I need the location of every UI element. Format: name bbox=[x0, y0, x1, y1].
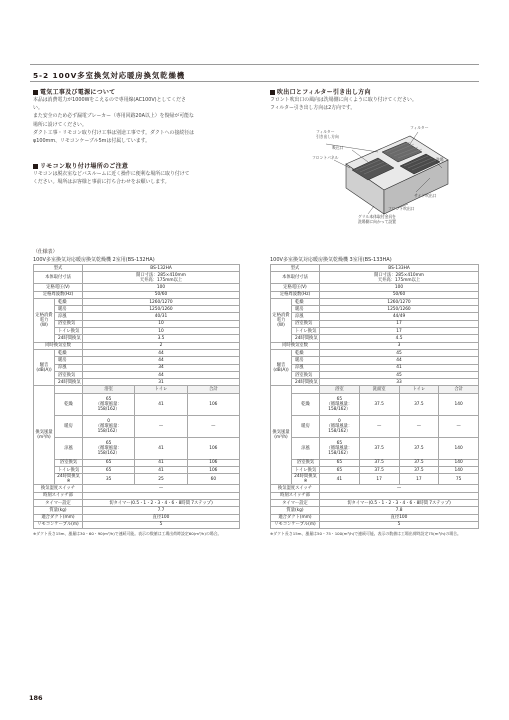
table-cell: — bbox=[83, 485, 240, 492]
row-label: リモコンケーブル(m) bbox=[34, 521, 83, 528]
spec-table-2room bbox=[33, 264, 240, 529]
power-paragraph bbox=[33, 96, 194, 145]
mode-label: 涼風 bbox=[292, 437, 320, 459]
table-cell: 100 bbox=[83, 284, 240, 291]
outlet-paragraph bbox=[270, 96, 417, 112]
table-row bbox=[271, 298, 479, 305]
row-label: 型式 bbox=[34, 265, 83, 272]
diagram-label-side-outlet: サイド吹出口 bbox=[414, 193, 437, 198]
table-cell: 4.5 bbox=[320, 335, 479, 342]
mode-label: 24時間換気 ※ bbox=[55, 474, 83, 485]
remote-heading: リモコン取り付け場所のご注意 bbox=[33, 161, 128, 170]
table-row bbox=[271, 265, 479, 272]
spec-table-3room bbox=[270, 264, 479, 529]
table-cell: 直径100 bbox=[320, 514, 479, 521]
table-cell: 50/60 bbox=[320, 291, 479, 298]
table-cell: 140 bbox=[439, 393, 479, 415]
table-row bbox=[271, 459, 479, 466]
table-cell: 17 bbox=[320, 320, 479, 327]
table-cell: 1250/1260 bbox=[83, 306, 240, 313]
table-cell: 37.5 bbox=[359, 437, 399, 459]
table-cell: 41 bbox=[320, 474, 360, 485]
column-header: 合計 bbox=[187, 386, 239, 393]
table-row bbox=[34, 320, 240, 327]
group-label: 換気風量 (m³/h) bbox=[34, 386, 55, 485]
mode-label: 浴室換気 bbox=[292, 371, 320, 378]
outlet-diagram bbox=[312, 122, 452, 230]
spec-label: （仕様表） bbox=[33, 249, 58, 255]
table-cell: 17 bbox=[320, 328, 479, 335]
table-row bbox=[34, 298, 240, 305]
table-cell: 34 bbox=[83, 364, 240, 371]
column-header: 浴室 bbox=[83, 386, 135, 393]
table-row bbox=[34, 485, 240, 492]
table-row bbox=[271, 393, 479, 415]
table-row bbox=[34, 328, 240, 335]
table-cell: 3.5 bbox=[83, 335, 240, 342]
mode-label: 乾燥 bbox=[292, 298, 320, 305]
table-cell: 140 bbox=[439, 437, 479, 459]
table-row bbox=[34, 393, 240, 415]
group-label: 定格消費電力 (W) bbox=[271, 298, 292, 342]
table-row bbox=[34, 272, 240, 284]
table-row bbox=[271, 467, 479, 474]
table-row bbox=[34, 492, 240, 499]
empty-cell bbox=[292, 386, 320, 393]
section-top-rule bbox=[30, 64, 479, 65]
row-label: 適合ダクト(mm) bbox=[271, 514, 320, 521]
table-cell: 65 bbox=[83, 459, 135, 466]
table-row bbox=[34, 415, 240, 437]
table-cell: 45 bbox=[320, 349, 479, 356]
outlet-line: フィルター引き出し方向は2方向です。 bbox=[270, 105, 356, 112]
table-cell: 65 （循環風量： 158/162） bbox=[320, 437, 360, 459]
table-cell: — bbox=[320, 485, 479, 492]
table-row bbox=[271, 328, 479, 335]
table-row bbox=[34, 364, 240, 371]
column-header: トイレ bbox=[135, 386, 187, 393]
table-cell: 65 bbox=[320, 467, 360, 474]
table-cell: 44 bbox=[83, 349, 240, 356]
table2-title: 100V多室換気対応暖房換気乾燥機 3室用(BS-133HA) bbox=[270, 257, 392, 263]
table-cell: 5 bbox=[320, 521, 479, 528]
table-cell: 0 （循環風量： 158/162） bbox=[320, 415, 360, 437]
section-title: 5-2 100V多室換気対応暖房換気乾燥機 bbox=[33, 71, 186, 80]
mode-label: 暖房 bbox=[55, 357, 83, 364]
remote-line: ください。場所はお客様と事前に打ち合わせをお願いします。 bbox=[33, 179, 170, 186]
table-row bbox=[271, 349, 479, 356]
table-cell: 106 bbox=[187, 467, 239, 474]
row-label: 定格電圧(V) bbox=[271, 284, 320, 291]
power-line: ダクト工事・リモコン取り付け工事は別途工事です。ダクトへの接続径は bbox=[33, 129, 195, 136]
table-row bbox=[271, 284, 479, 291]
table-cell: 41 bbox=[135, 393, 187, 415]
table-cell: 2 bbox=[83, 342, 240, 349]
table-cell: — bbox=[187, 415, 239, 437]
table-row bbox=[271, 291, 479, 298]
diagram-label-filter: フィルター bbox=[410, 125, 429, 130]
table-row bbox=[271, 320, 479, 327]
table-cell: 50/60 bbox=[83, 291, 240, 298]
table-row bbox=[34, 371, 240, 378]
table-row bbox=[34, 437, 240, 459]
row-label: 時刻スイッチ部 bbox=[34, 492, 83, 499]
page-number: 186 bbox=[29, 694, 43, 702]
group-label: 騒音 (dB(A)) bbox=[271, 349, 292, 385]
table-row bbox=[271, 335, 479, 342]
power-heading: 電気工事及び電源について bbox=[33, 87, 115, 96]
table-cell: 35 bbox=[83, 474, 135, 485]
row-label: 同時換気室数 bbox=[271, 342, 320, 349]
group-label: 定格消費電力 (W) bbox=[34, 298, 55, 342]
table-cell: 45 bbox=[320, 371, 479, 378]
table-row bbox=[34, 306, 240, 313]
table-cell: 65 bbox=[320, 459, 360, 466]
table-cell: 17 bbox=[359, 474, 399, 485]
table-row bbox=[34, 386, 240, 393]
table-row bbox=[34, 499, 240, 506]
table-row bbox=[271, 474, 479, 485]
row-label: 定格電圧(V) bbox=[34, 284, 83, 291]
table1-title: 100V多室換気対応暖房換気乾燥機 2室用(BS-132HA) bbox=[33, 257, 155, 263]
table-cell: 10 bbox=[83, 328, 240, 335]
mode-label: 涼風 bbox=[292, 313, 320, 320]
table-cell: BS-133HA bbox=[320, 265, 479, 272]
mode-label: 乾燥 bbox=[55, 393, 83, 415]
table-cell: 44 bbox=[83, 371, 240, 378]
table-cell: 31 bbox=[83, 379, 240, 386]
table-row bbox=[271, 306, 479, 313]
table-cell: 40/31 bbox=[83, 313, 240, 320]
table-row bbox=[271, 386, 479, 393]
mode-label: 涼風 bbox=[55, 313, 83, 320]
table-cell: 37.5 bbox=[359, 393, 399, 415]
table-cell: 41 bbox=[135, 437, 187, 459]
table-row bbox=[34, 349, 240, 356]
table-row bbox=[34, 379, 240, 386]
table-row bbox=[34, 265, 240, 272]
table-cell: 37.5 bbox=[359, 467, 399, 474]
table-cell: 37.5 bbox=[399, 467, 439, 474]
power-line: φ100mm、リモコンケーブル5mは付属しています。 bbox=[33, 138, 151, 145]
diagram-label-wash: 洗場 bbox=[436, 157, 444, 162]
row-label: タイマー設定 bbox=[271, 499, 320, 506]
table-cell: 44 bbox=[320, 357, 479, 364]
row-label: 質量(kg) bbox=[34, 507, 83, 514]
table-cell bbox=[83, 492, 240, 499]
table-row bbox=[34, 514, 240, 521]
table-row bbox=[34, 291, 240, 298]
size-line: 開口寸法：285×410mm bbox=[136, 272, 186, 278]
table-cell: 25 bbox=[135, 474, 187, 485]
row-label: 同時換気室数 bbox=[34, 342, 83, 349]
mode-label: 浴室換気 bbox=[292, 320, 320, 327]
table-cell: — bbox=[135, 415, 187, 437]
table-row bbox=[271, 492, 479, 499]
table-cell: 33 bbox=[320, 379, 479, 386]
mode-label: 乾燥 bbox=[292, 393, 320, 415]
table-row bbox=[34, 342, 240, 349]
table-row bbox=[271, 342, 479, 349]
row-label: 定格周波数(Hz) bbox=[271, 291, 320, 298]
mode-label: 浴室換気 bbox=[55, 459, 83, 466]
mode-label: トイレ換気 bbox=[292, 467, 320, 474]
remote-paragraph bbox=[33, 170, 190, 186]
table-cell: 10 bbox=[83, 320, 240, 327]
table-cell: 41 bbox=[135, 459, 187, 466]
table1-note: ※ダクト長さ15m、風量は30・60・90(m³/h)で連続可能。表示の数値は工場出荷時設定60(m³/h)の場合。 bbox=[33, 531, 222, 536]
power-line: 本品は消費電力が1000Wをこえるので専用線(AC100V)としてくださ bbox=[33, 97, 186, 103]
table-cell: — bbox=[359, 415, 399, 437]
table-row bbox=[271, 272, 479, 284]
power-line: い。 bbox=[33, 105, 43, 112]
table-cell: 1260/1270 bbox=[83, 298, 240, 305]
table-cell: 1250/1260 bbox=[320, 306, 479, 313]
diagram-label-front-panel: フロントパネル bbox=[312, 155, 339, 160]
table-cell: 0 （循環風量： 158/162） bbox=[83, 415, 135, 437]
mode-label: 乾燥 bbox=[292, 349, 320, 356]
table-cell: 41 bbox=[320, 364, 479, 371]
table-cell: 7.7 bbox=[83, 507, 240, 514]
table-cell: 106 bbox=[187, 437, 239, 459]
table-row bbox=[271, 514, 479, 521]
table-row bbox=[34, 335, 240, 342]
power-line: また安全のため必ず漏電ブレーカー（専用回路20A以上）を復帰が可能な bbox=[33, 113, 194, 120]
mode-label: トイレ換気 bbox=[292, 328, 320, 335]
mode-label: 暖房 bbox=[55, 415, 83, 437]
table-cell: 37.5 bbox=[399, 437, 439, 459]
table-cell: 切タイマー(0.5・1・2・3・4・6・8時間 7ステップ) bbox=[83, 499, 240, 506]
mode-label: 暖房 bbox=[292, 415, 320, 437]
diagram-label-front-outlet: フロント吹出口 bbox=[388, 206, 415, 211]
row-label: 換気湿度スイッチ bbox=[271, 485, 320, 492]
table-row bbox=[271, 521, 479, 528]
table-cell bbox=[320, 272, 479, 284]
table-row bbox=[34, 521, 240, 528]
diagram-label-grille: グリル本体取付金具を 洗場側に向かって設置 bbox=[358, 214, 396, 224]
mode-label: 涼風 bbox=[292, 364, 320, 371]
table-cell: 37.5 bbox=[399, 393, 439, 415]
group-label: 騒音 (dB(A)) bbox=[34, 349, 55, 385]
mode-label: 浴室換気 bbox=[55, 320, 83, 327]
table-cell: 65 （循環風量： 158/162） bbox=[83, 437, 135, 459]
row-label: 時刻スイッチ部 bbox=[271, 492, 320, 499]
diagram-label-filter-direction: フィルター 引き出し方向 bbox=[316, 129, 339, 139]
table-cell: 切タイマー(0.5・1・2・3・4・6・8時間 7ステップ) bbox=[320, 499, 479, 506]
table-row bbox=[34, 313, 240, 320]
table-row bbox=[271, 364, 479, 371]
mode-label: 24時間換気 ※ bbox=[292, 474, 320, 485]
row-label: 本体取付寸法 bbox=[34, 272, 83, 284]
table-cell: 140 bbox=[439, 459, 479, 466]
outlet-line: フロント吹出口の風向は洗場側に向くように取り付けてください。 bbox=[270, 97, 417, 103]
table-row bbox=[34, 284, 240, 291]
table-cell: 100 bbox=[320, 284, 479, 291]
table-row bbox=[271, 379, 479, 386]
table-row bbox=[271, 313, 479, 320]
row-label: リモコンケーブル(m) bbox=[271, 521, 320, 528]
table-cell: 5 bbox=[83, 521, 240, 528]
mode-label: 乾燥 bbox=[55, 349, 83, 356]
table-cell: — bbox=[439, 415, 479, 437]
table-cell: 41 bbox=[135, 467, 187, 474]
table2-note: ※ダクト長さ15m、風量は50・75・100(m³/h)で連続可能。表示の数値は工場出荷時設定75(m³/h)の場合。 bbox=[270, 531, 461, 536]
table-cell bbox=[83, 272, 240, 284]
table-cell: 106 bbox=[187, 459, 239, 466]
table-row bbox=[34, 357, 240, 364]
table-cell: 65 （循環風量： 158/162） bbox=[320, 393, 360, 415]
section-bottom-rule bbox=[30, 81, 479, 82]
table-cell: 17 bbox=[399, 474, 439, 485]
outlet-heading: 吹出口とフィルター引き出し方向 bbox=[270, 87, 371, 96]
mode-label: 暖房 bbox=[292, 357, 320, 364]
table-row bbox=[271, 415, 479, 437]
table-cell: 1260/1270 bbox=[320, 298, 479, 305]
size-line: 天井高：175mm以上 bbox=[377, 277, 421, 283]
empty-cell bbox=[55, 386, 83, 393]
mode-label: 乾燥 bbox=[55, 298, 83, 305]
table-cell: 44 bbox=[83, 357, 240, 364]
column-header: トイレ bbox=[399, 386, 439, 393]
table-cell bbox=[320, 492, 479, 499]
table-row bbox=[271, 371, 479, 378]
table-row bbox=[34, 467, 240, 474]
table-row bbox=[271, 485, 479, 492]
row-label: 本体取付寸法 bbox=[271, 272, 320, 284]
table-cell: 65 （循環風量： 158/162） bbox=[83, 393, 135, 415]
column-header: 浴室 bbox=[320, 386, 360, 393]
table-cell: 106 bbox=[187, 393, 239, 415]
mode-label: 暖房 bbox=[292, 306, 320, 313]
table-row bbox=[271, 437, 479, 459]
column-header: 合計 bbox=[439, 386, 479, 393]
table-cell: BS-132HA bbox=[83, 265, 240, 272]
row-label: 換気湿度スイッチ bbox=[34, 485, 83, 492]
table-row bbox=[271, 499, 479, 506]
power-line: 場所に設けてください。 bbox=[33, 121, 87, 128]
column-header: 洗面室 bbox=[359, 386, 399, 393]
mode-label: 24時間換気 bbox=[292, 379, 320, 386]
remote-line: リモコンは脱衣室などバスルームに近く操作に便利な場所に取り付けて bbox=[33, 171, 190, 177]
table-cell: 37.5 bbox=[359, 459, 399, 466]
mode-label: 24時間換気 bbox=[292, 335, 320, 342]
row-label: 適合ダクト(mm) bbox=[34, 514, 83, 521]
mode-label: 浴室換気 bbox=[292, 459, 320, 466]
row-label: タイマー設定 bbox=[34, 499, 83, 506]
mode-label: トイレ換気 bbox=[55, 328, 83, 335]
mode-label: 浴室換気 bbox=[55, 371, 83, 378]
table-cell: 7.8 bbox=[320, 507, 479, 514]
table-row bbox=[271, 507, 479, 514]
mode-label: トイレ換気 bbox=[55, 467, 83, 474]
row-label: 質量(kg) bbox=[271, 507, 320, 514]
table-row bbox=[34, 459, 240, 466]
table-cell: 44/49 bbox=[320, 313, 479, 320]
table-row bbox=[271, 357, 479, 364]
table-cell: 60 bbox=[187, 474, 239, 485]
table-cell: 直径100 bbox=[83, 514, 240, 521]
mode-label: 涼風 bbox=[55, 364, 83, 371]
diagram-label-suction: 吸込口 bbox=[332, 145, 344, 150]
mode-label: 涼風 bbox=[55, 437, 83, 459]
table-cell: 65 bbox=[83, 467, 135, 474]
table-row bbox=[34, 474, 240, 485]
mode-label: 暖房 bbox=[55, 306, 83, 313]
table-cell: 140 bbox=[439, 467, 479, 474]
table-cell: — bbox=[399, 415, 439, 437]
group-label: 換気風量 (m³/h) bbox=[271, 386, 292, 485]
row-label: 型式 bbox=[271, 265, 320, 272]
row-label: 定格周波数(Hz) bbox=[34, 291, 83, 298]
mode-label: 24時間換気 bbox=[55, 335, 83, 342]
mode-label: 24時間換気 bbox=[55, 379, 83, 386]
table-cell: 75 bbox=[439, 474, 479, 485]
size-line: 開口寸法：285×410mm bbox=[374, 272, 424, 278]
table-row bbox=[34, 507, 240, 514]
table-cell: 37.5 bbox=[399, 459, 439, 466]
size-line: 天井高：175mm以上 bbox=[139, 277, 183, 283]
table-cell: 3 bbox=[320, 342, 479, 349]
